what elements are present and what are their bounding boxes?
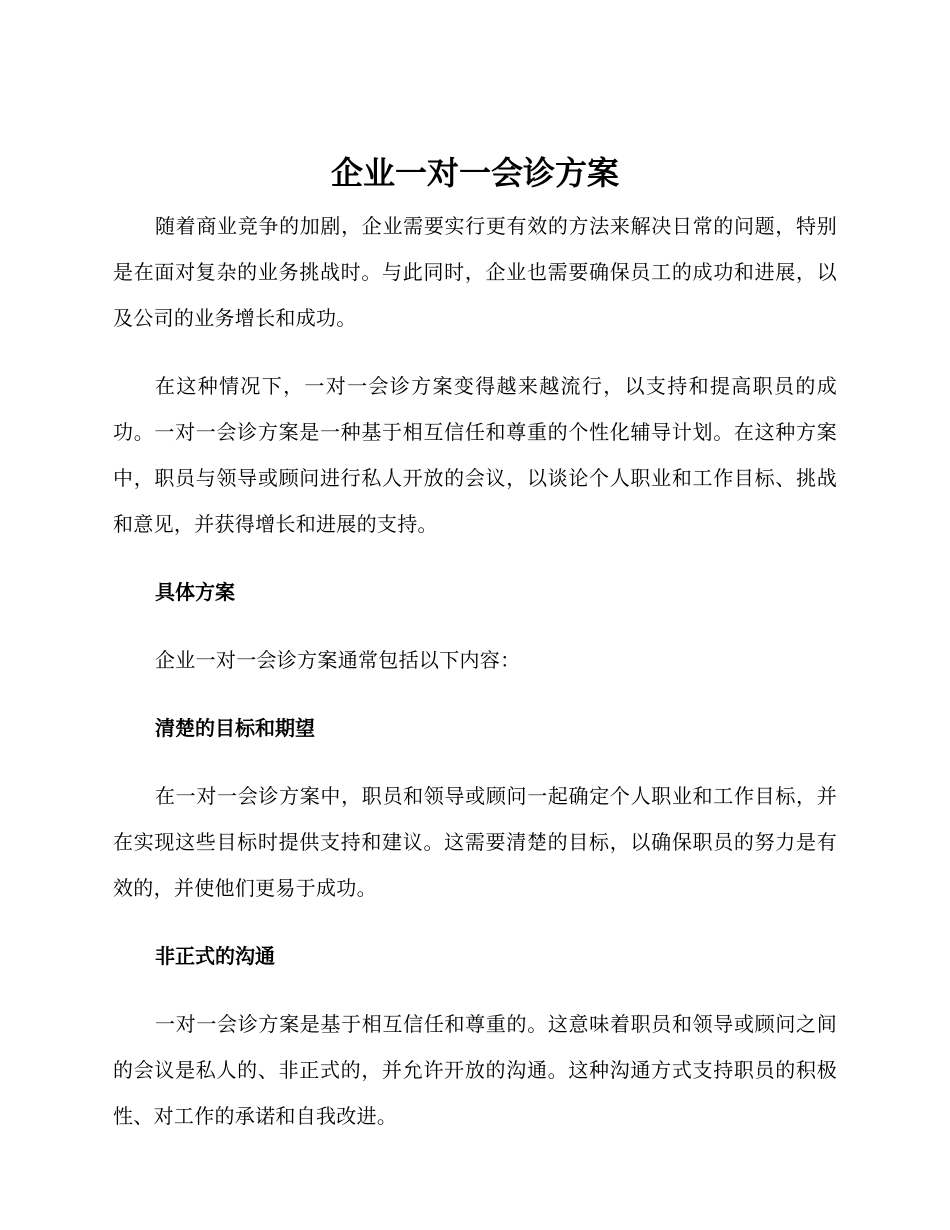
paragraph-communication: 一对一会诊方案是基于相互信任和尊重的。这意味着职员和领导或顾问之间的会议是私人的、非正式的，并允许开放的沟通。这种沟通方式支持职员的积极性、对工作的承诺和自我改进。 [113,1012,837,1128]
document-body [113,203,837,1161]
section-heading-communication: 非正式的沟通 [155,944,275,968]
paragraph-plan-intro: 企业一对一会诊方案通常包括以下内容： [155,648,521,672]
document-title: 企业一对一会诊方案 [330,154,619,192]
section-heading-plan: 具体方案 [155,580,235,604]
section-heading-goals: 清楚的目标和期望 [155,716,315,740]
paragraph-goals: 在一对一会诊方案中，职员和领导或顾问一起确定个人职业和工作目标，并在实现这些目标时提供支持和建议。这需要清楚的目标，以确保职员的努力是有效的，并使他们更易于成功。 [113,784,837,900]
paragraph-context: 在这种情况下，一对一会诊方案变得越来越流行，以支持和提高职员的成功。一对一会诊方案是一种基于相互信任和尊重的个性化辅导计划。在这种方案中，职员与领导或顾问进行私人开放的会议，以谈论个人职业和工作目标、挑战和意见，并获得增长和进展的支持。 [113,374,837,536]
paragraph-intro: 随着商业竞争的加剧，企业需要实行更有效的方法来解决日常的问题，特别是在面对复杂的业务挑战时。与此同时，企业也需要确保员工的成功和进展，以及公司的业务增长和成功。 [113,214,837,330]
